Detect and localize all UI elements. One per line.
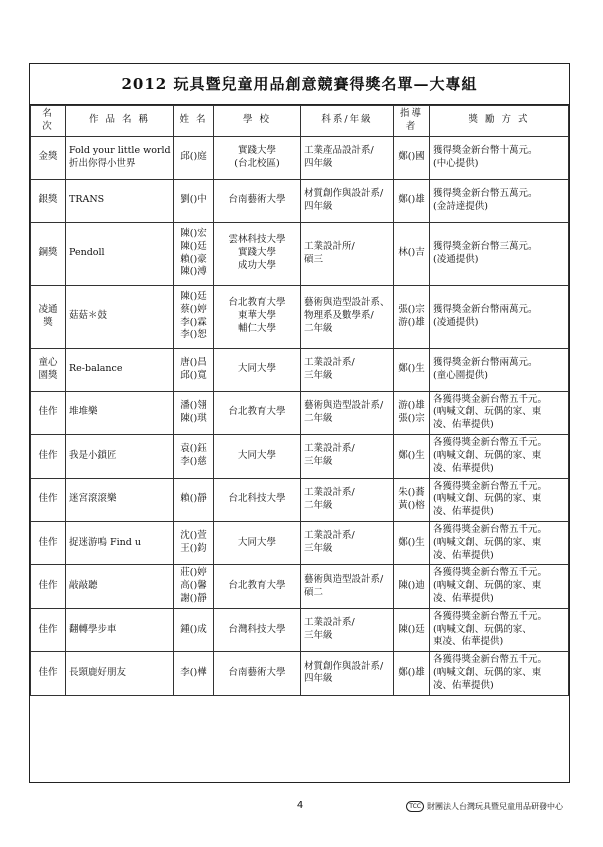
- work-title-cell: [66, 179, 174, 222]
- award-line: (吶喊文創、玩偶的家、: [433, 623, 532, 635]
- advisor-line: 陳()迪: [398, 580, 425, 592]
- award-cell: [430, 222, 569, 285]
- work-title-cell: [66, 136, 174, 179]
- department-cell: [301, 285, 394, 348]
- award-line: 獲得獎金新台幣兩萬元。: [433, 303, 538, 315]
- student-names-cell: [174, 565, 214, 608]
- table-row: [31, 285, 569, 348]
- student-names-line: 劉()中: [180, 194, 207, 206]
- student-names-line: 蔡()婷: [180, 303, 207, 315]
- department-line: 藝術與造型設計系/: [304, 573, 384, 585]
- header-school: 學 校: [214, 106, 301, 137]
- student-names-line: 陳()宏: [180, 228, 207, 239]
- school-line: 大同大學: [237, 363, 276, 375]
- department-cell: [301, 348, 394, 391]
- department-line: 四年級: [304, 157, 333, 169]
- department-line: 三年級: [304, 456, 333, 468]
- school-cell: [214, 652, 301, 695]
- work-title-line: 長頸鹿好朋友: [69, 667, 127, 679]
- student-names-line: 邱()庭: [180, 151, 207, 163]
- work-title-cell: [66, 222, 174, 285]
- header-award: 獎 勵 方 式: [430, 106, 569, 137]
- student-names-line: 謝()靜: [180, 593, 207, 604]
- work-title-line: 我是小鎖匠: [69, 449, 117, 461]
- student-names-line: 李()恕: [180, 329, 207, 341]
- student-names-line: 袁()鈺: [180, 443, 207, 455]
- rank-cell: 金獎: [31, 136, 66, 179]
- student-names-line: 李()霖: [180, 316, 207, 328]
- award-cell: [430, 652, 569, 695]
- page-number: 4: [296, 800, 304, 811]
- advisor-line: 鄭()國: [398, 151, 425, 163]
- rank-cell: 銅獎: [31, 222, 66, 285]
- department-line: 二年級: [304, 499, 333, 511]
- award-line: 凌、佑華提供): [433, 679, 494, 691]
- work-title-line: Fold your little world: [69, 144, 171, 156]
- award-line: 凌、佑華提供): [433, 462, 494, 474]
- department-line: 三年級: [304, 369, 333, 381]
- school-line: 實踐大學: [237, 144, 276, 156]
- advisor-line: 黃()榕: [398, 499, 425, 511]
- award-list-frame: [29, 63, 570, 783]
- award-line: 各獲得獎金新台幣五千元。: [433, 654, 548, 666]
- work-title-line: 翻轉學步車: [69, 623, 117, 635]
- work-title-cell: [66, 478, 174, 521]
- award-line: 各獲得獎金新台幣五千元。: [433, 480, 548, 492]
- student-names-line: 邱()寬: [180, 369, 207, 381]
- advisor-line: 鄭()生: [398, 536, 425, 548]
- student-names-cell: [174, 391, 214, 434]
- department-cell: [301, 136, 394, 179]
- work-title-cell: [66, 565, 174, 608]
- award-line: 凌、佑華提供): [433, 593, 494, 604]
- table-row: [31, 565, 569, 608]
- organization-name: 財團法人台灣玩具暨兒童用品研發中心: [427, 802, 563, 811]
- work-title-cell: [66, 285, 174, 348]
- award-line: 獲得獎金新台幣兩萬元。: [433, 356, 538, 368]
- table-header-row: [31, 106, 569, 137]
- advisor-cell: [394, 652, 430, 695]
- award-line: 各獲得獎金新台幣五千元。: [433, 610, 548, 622]
- award-line: 獲得獎金新台幣十萬元。: [433, 144, 538, 156]
- student-names-line: 高()馨: [180, 580, 207, 592]
- advisor-line: 鄭()雄: [398, 667, 425, 679]
- work-title-line: Re-balance: [69, 363, 123, 375]
- department-line: 工業設計系/: [304, 530, 355, 542]
- department-line: 物理系及數學系/: [304, 310, 374, 322]
- school-line: 台南藝術大學: [228, 194, 286, 206]
- school-cell: [214, 565, 301, 608]
- school-line: 台北科技大學: [228, 493, 286, 505]
- document-title: 2012 玩具暨兒童用品創意競賽得獎名單—大專組: [30, 64, 569, 105]
- department-cell: [301, 565, 394, 608]
- table-row: [31, 478, 569, 521]
- advisor-cell: [394, 565, 430, 608]
- award-line: 各獲得獎金新台幣五千元。: [433, 523, 548, 535]
- department-line: 二年級: [304, 412, 333, 424]
- student-names-cell: [174, 136, 214, 179]
- department-line: 三年級: [304, 630, 333, 642]
- award-line: 各獲得獎金新台幣五千元。: [433, 393, 548, 405]
- table-row: [31, 652, 569, 695]
- work-title-line: Pendoll: [69, 247, 105, 259]
- student-names-line: 陳()琪: [180, 412, 207, 424]
- work-title-cell: [66, 435, 174, 478]
- school-cell: [214, 348, 301, 391]
- award-line: (吶喊文創、玩偶的家、東: [433, 493, 542, 505]
- organization-credit: [406, 801, 563, 812]
- rank-cell: 佳作: [31, 608, 66, 651]
- department-line: 材質創作與設計系/: [304, 660, 384, 672]
- school-cell: [214, 285, 301, 348]
- page-footer: [0, 800, 603, 820]
- advisor-cell: [394, 521, 430, 564]
- student-names-cell: [174, 608, 214, 651]
- department-cell: [301, 179, 394, 222]
- award-line: 凌、佑華提供): [433, 506, 494, 518]
- table-row: [31, 521, 569, 564]
- school-line: 輔仁大學: [237, 323, 276, 335]
- award-cell: [430, 608, 569, 651]
- school-line: 大同大學: [237, 536, 276, 548]
- department-cell: [301, 608, 394, 651]
- work-title-line: TRANS: [69, 194, 105, 206]
- student-names-line: 沈()萱: [180, 530, 207, 542]
- award-line: (吶喊文創、玩偶的家、東: [433, 580, 542, 592]
- school-cell: [214, 222, 301, 285]
- school-line: (台北校區): [234, 157, 280, 169]
- student-names-line: 李()慈: [180, 456, 207, 468]
- table-row: [31, 435, 569, 478]
- award-line: 各獲得獎金新台幣五千元。: [433, 437, 548, 449]
- school-cell: [214, 608, 301, 651]
- award-line: 凌、佑華提供): [433, 549, 494, 561]
- award-line: 東凌、佑華提供): [433, 636, 504, 648]
- department-line: 工業設計系/: [304, 486, 355, 498]
- work-title-cell: [66, 652, 174, 695]
- award-line: (吶喊文創、玩偶的家、東: [433, 536, 542, 548]
- student-names-cell: [174, 521, 214, 564]
- work-title-line: 菇菇＊鼓: [69, 310, 108, 322]
- advisor-line: 張()宗: [398, 412, 425, 424]
- rank-cell: 童心園獎: [31, 348, 66, 391]
- work-title-cell: [66, 348, 174, 391]
- department-line: 工業設計所/: [304, 240, 355, 252]
- header-advisor: 指導者: [394, 106, 430, 137]
- award-cell: [430, 391, 569, 434]
- table-row: [31, 136, 569, 179]
- award-line: 獲得獎金新台幣三萬元。: [433, 240, 538, 252]
- school-cell: [214, 136, 301, 179]
- rank-cell: 佳作: [31, 565, 66, 608]
- department-cell: [301, 391, 394, 434]
- student-names-cell: [174, 652, 214, 695]
- header-rank: 名 次: [31, 106, 66, 137]
- school-line: 台南藝術大學: [228, 667, 286, 679]
- student-names-line: 賴()靜: [180, 493, 207, 505]
- award-rows: [31, 136, 569, 695]
- advisor-line: 游()雄: [398, 400, 425, 412]
- tcc-logo-icon: TCC: [406, 801, 424, 812]
- award-cell: [430, 521, 569, 564]
- department-line: 藝術與造型設計系、: [304, 297, 390, 309]
- header-dept: 科系/年級: [301, 106, 394, 137]
- school-line: 台灣科技大學: [228, 623, 286, 635]
- student-names-line: 賴()豪: [180, 253, 207, 265]
- student-names-cell: [174, 222, 214, 285]
- department-line: 三年級: [304, 543, 333, 555]
- advisor-line: 鄭()生: [398, 363, 425, 375]
- department-line: 工業設計系/: [304, 443, 355, 455]
- student-names-cell: [174, 285, 214, 348]
- work-title-cell: [66, 608, 174, 651]
- department-cell: [301, 478, 394, 521]
- department-line: 碩三: [304, 253, 324, 265]
- school-line: 台北教育大學: [228, 580, 286, 592]
- advisor-line: 朱()蕎: [398, 486, 425, 498]
- department-cell: [301, 222, 394, 285]
- student-names-line: 李()樺: [180, 667, 207, 679]
- school-line: 大同大學: [237, 449, 276, 461]
- advisor-cell: [394, 285, 430, 348]
- rank-cell: 佳作: [31, 478, 66, 521]
- award-line: (童心園提供): [433, 369, 488, 381]
- advisor-line: 鄭()生: [398, 449, 425, 461]
- work-title-line: 堆堆樂: [69, 406, 98, 418]
- department-line: 工業設計系/: [304, 356, 355, 368]
- award-line: (中心提供): [433, 157, 479, 169]
- table-row: [31, 608, 569, 651]
- student-names-cell: [174, 478, 214, 521]
- department-line: 四年級: [304, 200, 333, 212]
- rank-cell: 銀獎: [31, 179, 66, 222]
- student-names-cell: [174, 179, 214, 222]
- school-line: 東華大學: [237, 310, 276, 322]
- rank-cell: 佳作: [31, 435, 66, 478]
- advisor-cell: [394, 222, 430, 285]
- award-line: 凌、佑華提供): [433, 419, 494, 431]
- student-names-cell: [174, 435, 214, 478]
- advisor-cell: [394, 179, 430, 222]
- department-line: 藝術與造型設計系/: [304, 400, 384, 412]
- award-line: (凌通提供): [433, 316, 479, 328]
- advisor-cell: [394, 608, 430, 651]
- award-cell: [430, 179, 569, 222]
- advisor-line: 林()吉: [398, 247, 425, 259]
- department-cell: [301, 435, 394, 478]
- student-names-line: 陳()廷: [180, 240, 207, 252]
- rank-cell: 佳作: [31, 391, 66, 434]
- table-row: [31, 391, 569, 434]
- header-work: 作 品 名 稱: [66, 106, 174, 137]
- department-line: 二年級: [304, 323, 333, 335]
- school-line: 台北教育大學: [228, 297, 286, 309]
- work-title-cell: [66, 391, 174, 434]
- table-row: [31, 179, 569, 222]
- school-cell: [214, 179, 301, 222]
- school-line: 台北教育大學: [228, 406, 286, 418]
- award-cell: [430, 285, 569, 348]
- school-cell: [214, 478, 301, 521]
- department-cell: [301, 521, 394, 564]
- award-line: (金詩達提供): [433, 200, 488, 212]
- advisor-cell: [394, 435, 430, 478]
- award-line: (吶喊文創、玩偶的家、東: [433, 406, 542, 418]
- advisor-cell: [394, 391, 430, 434]
- award-cell: [430, 565, 569, 608]
- student-names-line: 陳()廷: [180, 291, 207, 302]
- award-cell: [430, 136, 569, 179]
- work-title-line: 捉迷游嗚 Find u: [69, 536, 141, 548]
- table-row: [31, 348, 569, 391]
- advisor-line: 張()宗: [398, 303, 425, 315]
- school-line: 雲林科技大學: [228, 234, 286, 246]
- advisor-line: 鄭()雄: [398, 194, 425, 206]
- header-name: 姓 名: [174, 106, 214, 137]
- award-line: (凌通提供): [433, 253, 479, 265]
- department-cell: [301, 652, 394, 695]
- advisor-cell: [394, 348, 430, 391]
- student-names-line: 唐()昌: [180, 356, 207, 368]
- school-cell: [214, 391, 301, 434]
- school-cell: [214, 521, 301, 564]
- student-names-line: 陳()溥: [180, 266, 207, 278]
- award-line: (吶喊文創、玩偶的家、東: [433, 449, 542, 461]
- work-title-line: 迷宮滾滾樂: [69, 493, 117, 505]
- advisor-cell: [394, 136, 430, 179]
- award-line: 獲得獎金新台幣五萬元。: [433, 187, 538, 199]
- student-names-cell: [174, 348, 214, 391]
- department-line: 四年級: [304, 673, 333, 685]
- student-names-line: 鍾()成: [180, 623, 207, 635]
- department-line: 材質創作與設計系/: [304, 187, 384, 199]
- work-title-cell: [66, 521, 174, 564]
- school-cell: [214, 435, 301, 478]
- student-names-line: 莊()婷: [180, 567, 207, 579]
- rank-cell: 凌通獎: [31, 285, 66, 348]
- award-line: 各獲得獎金新台幣五千元。: [433, 567, 548, 579]
- department-line: 工業產品設計系/: [304, 144, 374, 156]
- table-row: [31, 222, 569, 285]
- rank-cell: 佳作: [31, 652, 66, 695]
- award-cell: [430, 348, 569, 391]
- school-line: 成功大學: [237, 260, 276, 272]
- rank-cell: 佳作: [31, 521, 66, 564]
- work-title-line: 折出你得小世界: [69, 157, 136, 169]
- work-title-line: 敲敲聽: [69, 580, 98, 592]
- department-line: 工業設計系/: [304, 617, 355, 629]
- advisor-line: 游()雄: [398, 316, 425, 328]
- department-line: 碩二: [304, 586, 324, 598]
- award-line: (吶喊文創、玩偶的家、東: [433, 667, 542, 679]
- advisor-cell: [394, 478, 430, 521]
- advisor-line: 陳()廷: [398, 623, 425, 635]
- school-line: 實踐大學: [237, 247, 276, 259]
- award-cell: [430, 478, 569, 521]
- award-table: [30, 105, 569, 696]
- award-cell: [430, 435, 569, 478]
- student-names-line: 潘()翎: [180, 400, 207, 412]
- student-names-line: 王()鈞: [180, 543, 207, 555]
